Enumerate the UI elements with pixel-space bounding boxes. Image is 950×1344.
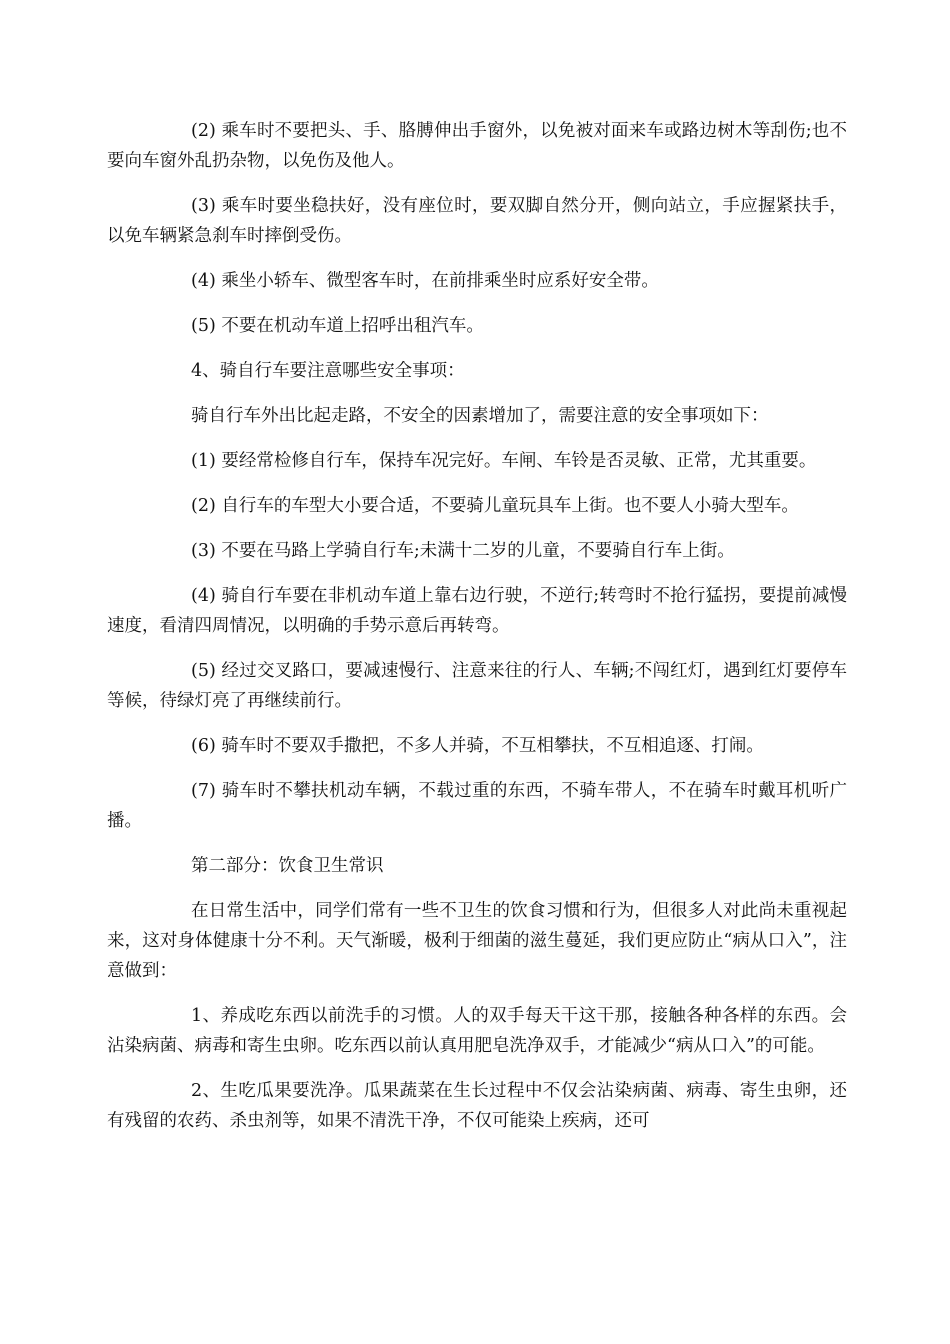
paragraph-bicycle-1: (1) 要经常检修自行车，保持车况完好。车闸、车铃是否灵敏、正常，尤其重要。 — [191, 451, 817, 471]
paragraph-riding-4: (4) 乘坐小轿车、微型客车时，在前排乘坐时应系好安全带。 — [191, 271, 659, 291]
paragraph-bicycle-3: (3) 不要在马路上学骑自行车;未满十二岁的儿童，不要骑自行车上街。 — [191, 541, 735, 561]
paragraph-bicycle-intro: 骑自行车外出比起走路，不安全的因素增加了，需要注意的安全事项如下： — [191, 406, 769, 426]
section-heading-food-hygiene: 第二部分：饮食卫生常识 — [191, 856, 384, 876]
paragraph-bicycle-2: (2) 自行车的车型大小要合适，不要骑儿童玩具车上街。也不要人小骑大型车。 — [191, 496, 799, 516]
paragraph-bicycle-5: (5) 经过交叉路口，要减速慢行、注意来往的行人、车辆;不闯红灯，遇到红灯要停车等候，待绿灯亮了再继续前行。 — [107, 661, 847, 711]
paragraph-bicycle-7: (7) 骑车时不攀扶机动车辆，不载过重的东西，不骑车带人，不在骑车时戴耳机听广播。 — [107, 781, 847, 831]
paragraph-riding-2: (2) 乘车时不要把头、手、胳膊伸出手窗外，以免被对面来车或路边树木等刮伤;也不要向车窗外乱扔杂物，以免伤及他人。 — [107, 121, 847, 171]
paragraph-bicycle-4: (4) 骑自行车要在非机动车道上靠右边行驶，不逆行;转弯时不抢行猛拐，要提前减慢速度，看清四周情况，以明确的手势示意后再转弯。 — [107, 586, 847, 636]
paragraph-bicycle-6: (6) 骑车时不要双手撒把，不多人并骑，不互相攀扶，不互相追逐、打闹。 — [191, 736, 764, 756]
paragraph-food-2: 2、生吃瓜果要洗净。瓜果蔬菜在生长过程中不仅会沾染病菌、病毒、寄生虫卵，还有残留的农药、杀虫剂等，如果不清洗干净，不仅可能染上疾病，还可 — [107, 1081, 847, 1131]
document-body — [107, 116, 847, 1151]
section-heading-bicycle: 4、骑自行车要注意哪些安全事项： — [191, 361, 465, 381]
paragraph-food-intro: 在日常生活中，同学们常有一些不卫生的饮食习惯和行为，但很多人对此尚未重视起来，这对身体健康十分不利。天气渐暖，极利于细菌的滋生蔓延，我们更应防止“病从口入”，注意做到： — [107, 901, 847, 981]
paragraph-riding-5: (5) 不要在机动车道上招呼出租汽车。 — [191, 316, 484, 336]
paragraph-riding-3: (3) 乘车时要坐稳扶好，没有座位时，要双脚自然分开，侧向站立，手应握紧扶手，以免车辆紧急刹车时摔倒受伤。 — [107, 196, 847, 246]
paragraph-food-1: 1、养成吃东西以前洗手的习惯。人的双手每天干这干那，接触各种各样的东西。会沾染病菌、病毒和寄生虫卵。吃东西以前认真用肥皂洗净双手，才能减少“病从口入”的可能。 — [107, 1006, 847, 1056]
